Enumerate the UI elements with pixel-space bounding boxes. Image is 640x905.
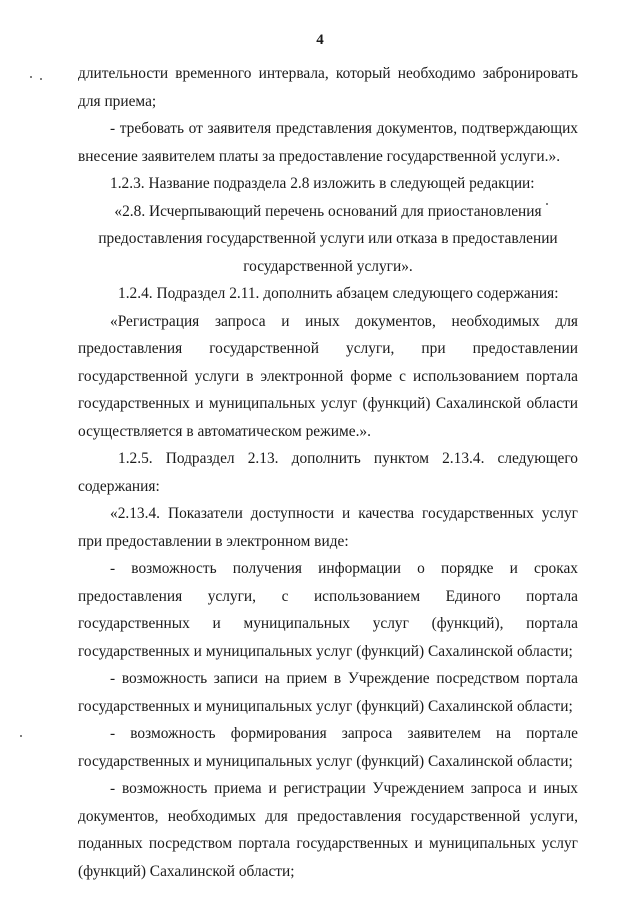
paragraph-9: - возможность получения информации о порядке и сроках предоставления услуги, с использованием Единого портала государственных и муниципальных услуг (функций), портала государственных и муниципальных услуг (функций) Сахалинской области; (78, 560, 578, 660)
paragraph-3: 1.2.3. Название подраздела 2.8 изложить в следующей редакции: (110, 175, 535, 192)
paragraph-10: - возможность записи на прием в Учреждение посредством портала государственных и муниципальных услуг (функций) Сахалинской области; (78, 670, 578, 715)
paragraph-11: - возможность формирования запроса заявителем на портале государственных и муниципальных услуг (функций) Сахалинской области; (78, 725, 578, 770)
paragraph-12: - возможность приема и регистрации Учреждением запроса и иных документов, необходимых для предоставления государственной услуги, поданных посредством портала государственных и муниципальных услуг (функций) Сахалинской области; (78, 780, 578, 880)
paragraph-6: «Регистрация запроса и иных документов, необходимых для предоставления государственной услуги, при предоставлении государственной услуги в электронной форме с использованием портала государственных и муниципальных услуг (функций) Сахалинской области осуществляется в автоматическом режиме.». (78, 312, 578, 440)
scan-speck (40, 78, 42, 80)
scan-speck (30, 76, 32, 78)
paragraph-1: длительности временного интервала, который необходимо забронировать для приема; (78, 65, 578, 110)
paragraph-8: «2.13.4. Показатели доступности и качества государственных услуг при предоставлении в электронном виде: (78, 505, 578, 550)
scan-speck (20, 735, 22, 737)
page-number: 4 (316, 32, 324, 48)
paragraph-4: «2.8. Исчерпывающий перечень оснований для приостановления предоставления государственной услуги или отказа в предоставлении государственной услуги». (98, 202, 558, 275)
scan-speck (546, 203, 548, 205)
paragraph-7: 1.2.5. Подраздел 2.13. дополнить пунктом 2.13.4. следующего содержания: (78, 450, 578, 495)
paragraph-5: 1.2.4. Подраздел 2.11. дополнить абзацем следующего содержания: (118, 285, 559, 302)
paragraph-2: - требовать от заявителя представления документов, подтверждающих внесение заявителем платы за предоставление государственной услуги.». (78, 120, 578, 165)
document-body (78, 60, 578, 885)
